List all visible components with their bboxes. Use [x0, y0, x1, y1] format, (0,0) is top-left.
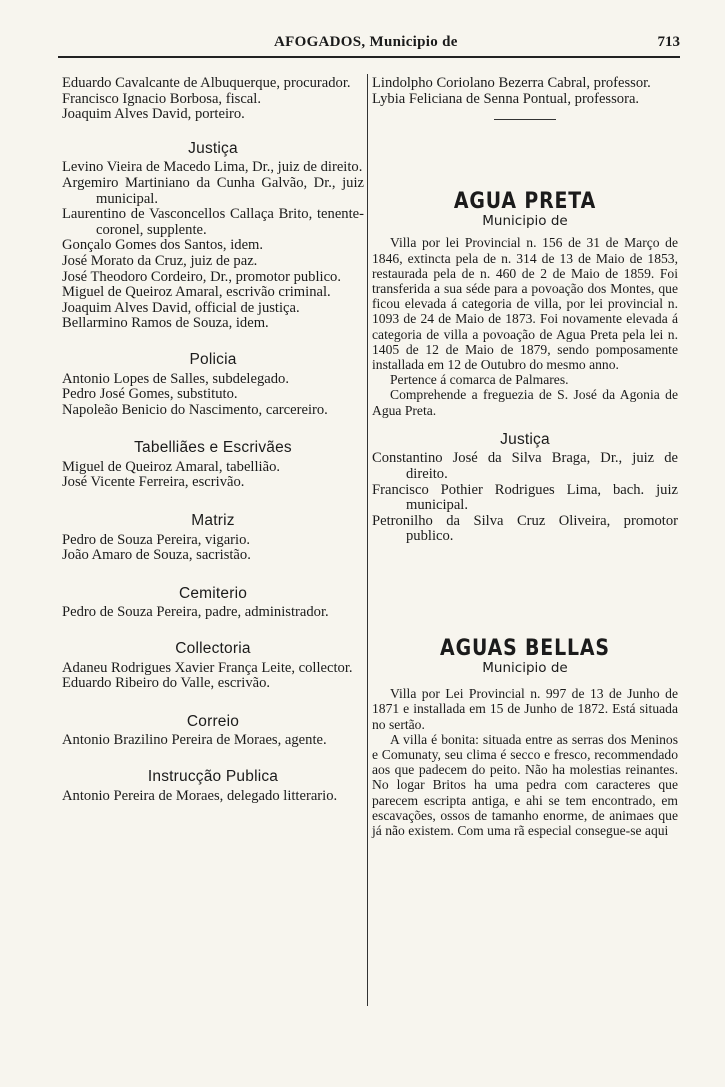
section-heading-collectoria: Collectoria — [175, 640, 251, 658]
right-column — [372, 76, 678, 838]
list-item: Lybia Feliciana de Senna Pontual, professora. — [372, 90, 640, 107]
list-item: José Vicente Ferreira, escrivão. — [62, 474, 245, 491]
list-item: Francisco Pothier Rodrigues Lima, bach. juiz municipal. — [372, 481, 678, 514]
list-item: Antonio Lopes de Salles, subdelegado. — [62, 370, 289, 387]
paragraph: Pertence á comarca de Palmares. — [390, 372, 569, 388]
page-header — [58, 34, 680, 54]
paragraph: Comprehende a freguezia de S. José da Agonia de Agua Preta. — [372, 387, 678, 418]
aguas-bellas-title: AGUAS BELLAS — [440, 635, 610, 661]
paragraph: Villa por Lei Provincial n. 997 de 13 de Junho de 1871 e installada em 15 de Junho de 1872. Está situada no sertão. — [372, 686, 678, 732]
section-heading-matriz: Matriz — [191, 512, 235, 530]
column-divider — [367, 74, 368, 1006]
list-item: Joaquim Alves David, official de justiça. — [62, 299, 300, 316]
list-item: Eduardo Ribeiro do Valle, escrivão. — [62, 675, 271, 692]
section-heading-justica-agua-preta: Justiça — [500, 430, 550, 448]
left-column — [62, 76, 364, 804]
list-item: Pedro José Gomes, substituto. — [62, 386, 238, 403]
list-item: Lindolpho Coriolano Bezerra Cabral, professor. — [372, 75, 651, 91]
list-item: Napoleão Benicio do Nascimento, carcereiro. — [62, 401, 328, 418]
agua-preta-title: AGUA PRETA — [453, 189, 597, 215]
page-number: 713 — [657, 34, 680, 50]
list-item: Eduardo Cavalcante de Albuquerque, procurador. — [62, 75, 351, 91]
paragraph: Villa por lei Provincial n. 156 de 31 de Março de 1846, extincta pela de n. 314 de 13 de Maio de 1853, restaurada pela de n. 460 de 2 de Maio de 1859. Foi transferida a sua séde para a povoação dos Montes, que ficou elevada á categoria de villa, por lei provincial n. 1093 de 24 de Maio de 1873. Foi novamente elevada á categoria de villa a povoação de Agua Preta pela lei n. 1405 de 12 de Maio de 1879, sendo pomposamente installada em 12 de Outubro do mesmo anno. — [372, 235, 678, 372]
agua-preta-subtitle: Municipio de — [482, 212, 568, 229]
list-item: João Amaro de Souza, sacristão. — [62, 547, 251, 564]
list-item: Petronilho da Silva Cruz Oliveira, promotor publico. — [372, 512, 678, 545]
section-heading-cemiterio: Cemiterio — [178, 584, 248, 602]
list-item: Laurentino de Vasconcellos Callaça Brito, tenente-coronel, supplente. — [62, 206, 364, 238]
list-item: José Morato da Cruz, juiz de paz. — [62, 252, 258, 269]
list-item: Francisco Ignacio Borbosa, fiscal. — [62, 90, 261, 107]
section-heading-instruccao: Instrucção Publica — [147, 768, 279, 785]
list-item: Antonio Brazilino Pereira de Moraes, agente. — [62, 732, 327, 749]
list-item: José Theodoro Cordeiro, Dr., promotor publico. — [62, 268, 341, 285]
list-item: Argemiro Martiniano da Cunha Galvão, Dr., juiz municipal. — [62, 174, 364, 207]
header-rule — [58, 56, 680, 58]
running-title: AFOGADOS, Municipio de — [274, 34, 458, 50]
aguas-bellas-subtitle: Municipio de — [482, 659, 568, 676]
list-item: Miguel de Queiroz Amaral, escrivão criminal. — [62, 284, 331, 301]
list-item: Bellarmino Ramos de Souza, idem. — [62, 315, 269, 332]
section-heading-tabelliaes: Tabelliães e Escrivães — [134, 439, 292, 457]
list-item: Adaneu Rodrigues Xavier França Leite, collector. — [62, 659, 353, 676]
list-item: Pedro de Souza Pereira, padre, administrador. — [62, 604, 329, 621]
section-heading-correio: Correio — [186, 712, 240, 730]
list-item: Constantino José da Silva Braga, Dr., juiz de direito. — [372, 450, 678, 482]
list-item: Gonçalo Gomes dos Santos, idem. — [62, 237, 264, 254]
paragraph: A villa é bonita: situada entre as serras dos Meninos e Comunaty, seu clima é secco e fresco, recommendado aos que padecem do peito. Não ha molestias reinantes. No logar Britos ha uma pedra com caracteres que parecem escripta antiga, e ahi se tem encontrado, em escavações, ossos de tamanho enorme, de animaes que já não existem. Com uma rã especial consegue-se aqui — [372, 731, 678, 838]
list-item: Antonio Pereira de Moraes, delegado litterario. — [62, 787, 338, 804]
list-item: Miguel de Queiroz Amaral, tabellião. — [62, 458, 281, 475]
section-heading-policia: Policia — [189, 350, 237, 368]
list-item: Levino Vieira de Macedo Lima, Dr., juiz de direito. — [62, 159, 363, 176]
list-item: Pedro de Souza Pereira, vigario. — [62, 531, 251, 548]
section-heading-justica: Justiça — [188, 139, 238, 157]
list-item: Joaquim Alves David, porteiro. — [62, 106, 245, 123]
